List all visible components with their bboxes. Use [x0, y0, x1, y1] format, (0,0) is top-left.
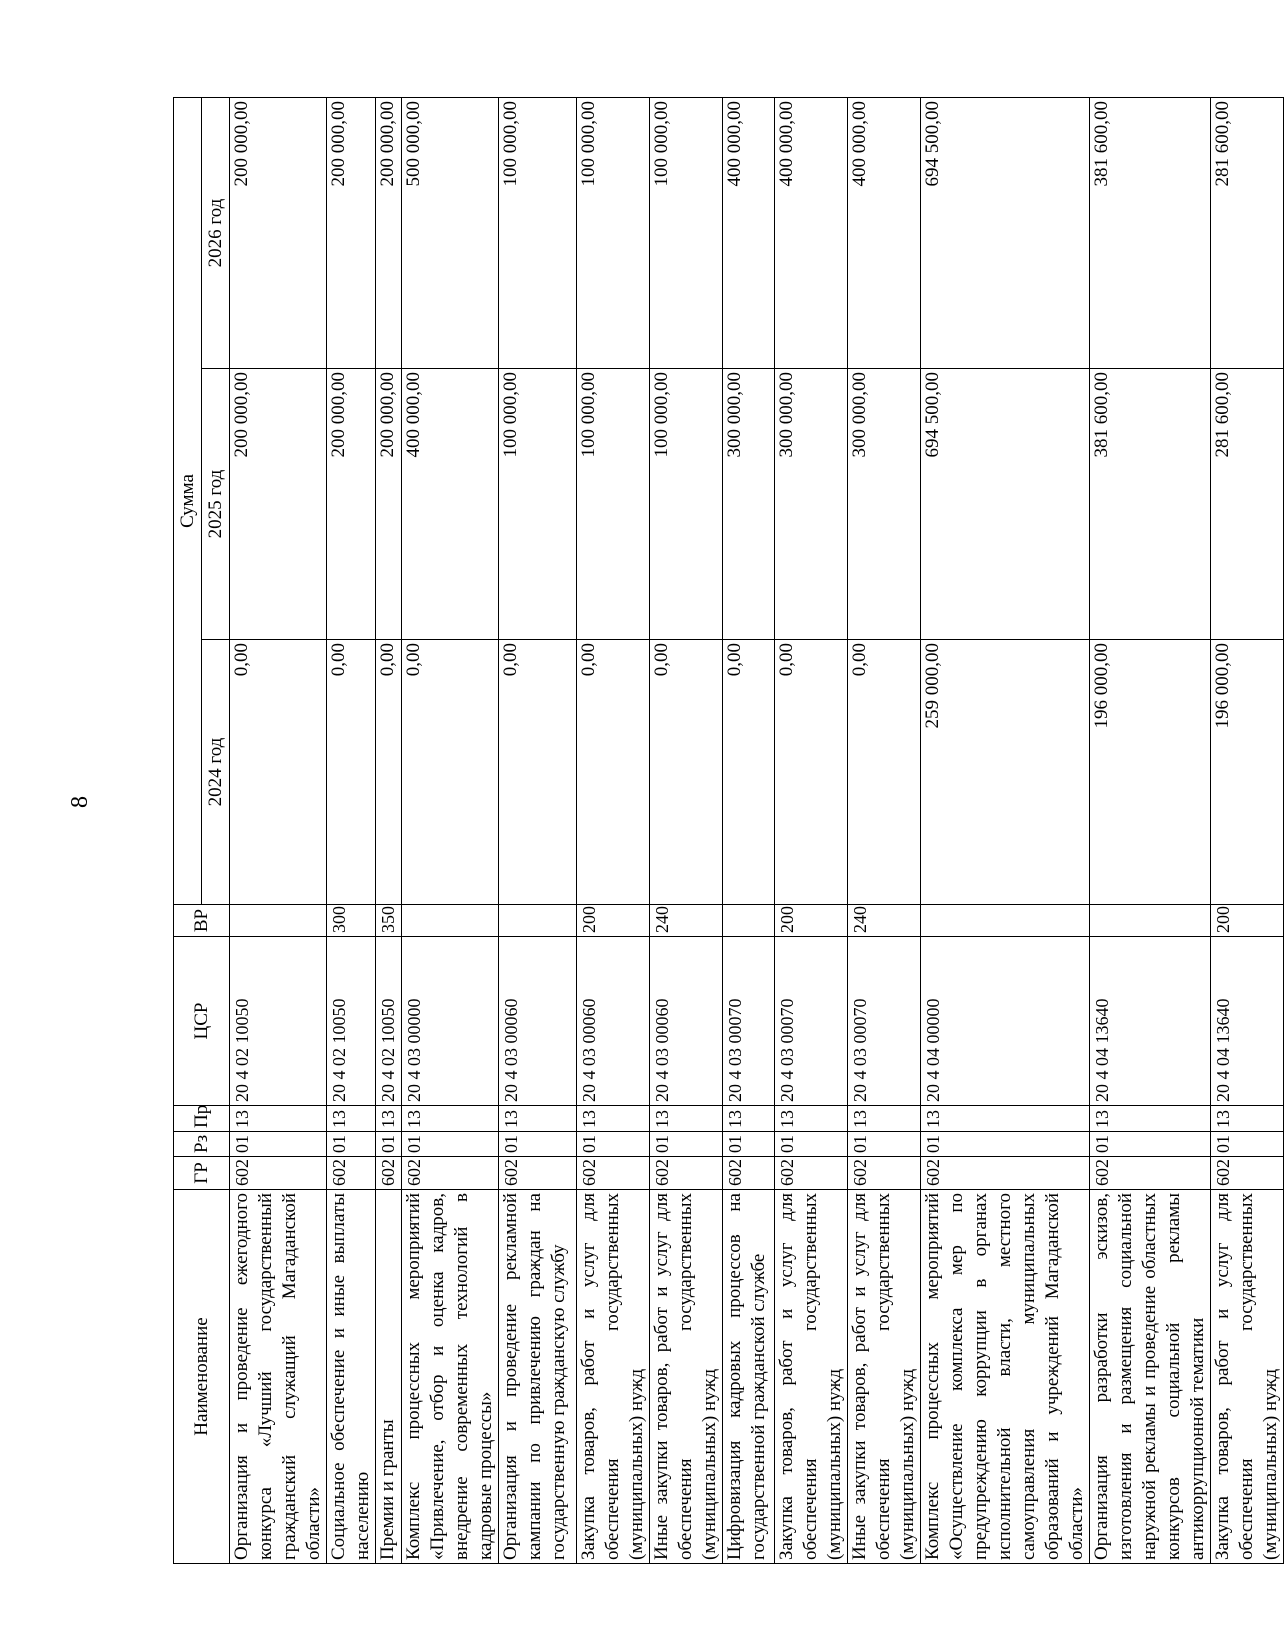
row-vr [230, 905, 327, 937]
row-vr [499, 905, 577, 937]
row-rz: 01 [402, 1132, 499, 1157]
row-pr: 13 [402, 1106, 499, 1132]
row-gr: 602 [499, 1157, 577, 1190]
row-csr: 20 4 03 00070 [775, 937, 848, 1106]
row-gr: 602 [1211, 1157, 1284, 1190]
row-rz: 01 [1211, 1132, 1284, 1157]
row-name: Иные закупки товаров, работ и услуг для обеспечения государственных (муниципальных) нужд [650, 1190, 723, 1564]
row-sum-2025: 200 000,00 [327, 369, 376, 640]
row-sum-2025: 100 000,00 [650, 369, 723, 640]
row-vr [1090, 905, 1211, 937]
row-sum-2026: 400 000,00 [775, 97, 848, 368]
row-rz: 01 [848, 1132, 921, 1157]
row-sum-2026: 100 000,00 [650, 97, 723, 368]
row-sum-2026: 100 000,00 [577, 97, 650, 368]
row-sum-2024: 196 000,00 [1090, 640, 1211, 905]
row-sum-2025: 200 000,00 [376, 369, 402, 640]
row-vr: 200 [1211, 905, 1284, 937]
row-sum-2024: 0,00 [775, 640, 848, 905]
row-pr: 13 [650, 1106, 723, 1132]
row-csr: 20 4 03 00000 [402, 937, 499, 1106]
row-sum-2024: 0,00 [499, 640, 577, 905]
row-rz: 01 [230, 1132, 327, 1157]
table-row [921, 97, 1090, 1563]
table-row [230, 97, 327, 1563]
row-sum-2024: 0,00 [327, 640, 376, 905]
row-pr: 13 [1090, 1106, 1211, 1132]
row-name: Премии и гранты [376, 1190, 402, 1564]
row-csr: 20 4 02 10050 [230, 937, 327, 1106]
row-csr: 20 4 03 00060 [499, 937, 577, 1106]
header-vr: ВР [174, 905, 230, 937]
row-rz: 01 [650, 1132, 723, 1157]
row-sum-2025: 381 600,00 [1090, 369, 1211, 640]
table-row [327, 97, 376, 1563]
header-sum: Сумма [174, 97, 202, 904]
row-sum-2024: 0,00 [650, 640, 723, 905]
row-name: Комплекс процессных мероприятий «Привлечение, отбор и оценка кадров, внедрение современных технологий в кадровые процессы» [402, 1190, 499, 1564]
rotated-table-container [173, 98, 1281, 1564]
row-sum-2026: 200 000,00 [230, 97, 327, 368]
row-sum-2026: 200 000,00 [327, 97, 376, 368]
row-csr: 20 4 02 10050 [376, 937, 402, 1106]
row-sum-2025: 694 500,00 [921, 369, 1090, 640]
header-year-2026: 2026 год [202, 97, 230, 368]
row-name: Цифровизация кадровых процессов на государственной гражданской службе [723, 1190, 775, 1564]
row-name: Организация и проведение рекламной кампании по привлечению граждан на государственную гражданскую службу [499, 1190, 577, 1564]
row-pr: 13 [499, 1106, 577, 1132]
row-csr: 20 4 04 00000 [921, 937, 1090, 1106]
budget-table [173, 97, 1284, 1564]
table-row [402, 97, 499, 1563]
row-sum-2024: 0,00 [848, 640, 921, 905]
row-vr [402, 905, 499, 937]
row-sum-2025: 300 000,00 [723, 369, 775, 640]
row-vr: 240 [848, 905, 921, 937]
table-row [775, 97, 848, 1563]
row-rz: 01 [376, 1132, 402, 1157]
row-vr: 350 [376, 905, 402, 937]
header-rz: Рз [174, 1132, 230, 1157]
row-gr: 602 [402, 1157, 499, 1190]
row-pr: 13 [775, 1106, 848, 1132]
row-rz: 01 [577, 1132, 650, 1157]
table-row [848, 97, 921, 1563]
row-vr [723, 905, 775, 937]
row-sum-2025: 300 000,00 [848, 369, 921, 640]
row-pr: 13 [327, 1106, 376, 1132]
row-sum-2024: 0,00 [577, 640, 650, 905]
row-sum-2026: 200 000,00 [376, 97, 402, 368]
row-csr: 20 4 03 00060 [577, 937, 650, 1106]
row-sum-2024: 0,00 [723, 640, 775, 905]
row-pr: 13 [230, 1106, 327, 1132]
row-sum-2025: 200 000,00 [230, 369, 327, 640]
row-gr: 602 [848, 1157, 921, 1190]
row-name: Организация и проведение ежегодного конкурса «Лучший государственный гражданский служащий Магаданской области» [230, 1190, 327, 1564]
row-sum-2026: 381 600,00 [1090, 97, 1211, 368]
table-row [650, 97, 723, 1563]
row-csr: 20 4 04 13640 [1090, 937, 1211, 1106]
row-sum-2026: 281 600,00 [1211, 97, 1284, 368]
row-gr: 602 [650, 1157, 723, 1190]
header-name: Наименование [174, 1190, 230, 1564]
row-gr: 602 [577, 1157, 650, 1190]
row-sum-2025: 100 000,00 [499, 369, 577, 640]
row-sum-2024: 0,00 [376, 640, 402, 905]
row-csr: 20 4 02 10050 [327, 937, 376, 1106]
row-gr: 602 [327, 1157, 376, 1190]
row-gr: 602 [723, 1157, 775, 1190]
row-csr: 20 4 03 00070 [848, 937, 921, 1106]
row-rz: 01 [1090, 1132, 1211, 1157]
row-name: Организация разработки эскизов, изготовления и размещения социальной наружной рекламы и проведение областных конкурсов социальной рекламы антикоррупционной тематики [1090, 1190, 1211, 1564]
header-csr: ЦСР [174, 937, 230, 1106]
row-rz: 01 [499, 1132, 577, 1157]
row-sum-2024: 0,00 [230, 640, 327, 905]
row-rz: 01 [921, 1132, 1090, 1157]
table-row [577, 97, 650, 1563]
header-gr: ГР [174, 1157, 230, 1190]
row-sum-2026: 100 000,00 [499, 97, 577, 368]
row-rz: 01 [327, 1132, 376, 1157]
row-vr: 300 [327, 905, 376, 937]
row-pr: 13 [848, 1106, 921, 1132]
row-csr: 20 4 03 00060 [650, 937, 723, 1106]
row-rz: 01 [775, 1132, 848, 1157]
row-vr: 200 [775, 905, 848, 937]
row-name: Комплекс процессных мероприятий «Осуществление комплекса мер по предупреждению коррупции в органах исполнительной власти, местного самоуправления муниципальных образований и учреждений Магаданской области» [921, 1190, 1090, 1564]
row-pr: 13 [723, 1106, 775, 1132]
row-sum-2026: 500 000,00 [402, 97, 499, 368]
row-pr: 13 [376, 1106, 402, 1132]
row-gr: 602 [230, 1157, 327, 1190]
table-row [376, 97, 402, 1563]
row-gr: 602 [775, 1157, 848, 1190]
row-gr: 602 [376, 1157, 402, 1190]
row-name: Закупка товаров, работ и услуг для обеспечения государственных (муниципальных) нужд [775, 1190, 848, 1564]
row-pr: 13 [1211, 1106, 1284, 1132]
row-vr: 200 [577, 905, 650, 937]
row-csr: 20 4 03 00070 [723, 937, 775, 1106]
row-csr: 20 4 04 13640 [1211, 937, 1284, 1106]
row-name: Закупка товаров, работ и услуг для обеспечения государственных (муниципальных) нужд [1211, 1190, 1284, 1564]
row-sum-2024: 0,00 [402, 640, 499, 905]
table-row [1090, 97, 1211, 1563]
header-year-2025: 2025 год [202, 369, 230, 640]
row-pr: 13 [921, 1106, 1090, 1132]
page-number: 8 [67, 796, 93, 808]
row-pr: 13 [577, 1106, 650, 1132]
row-sum-2024: 259 000,00 [921, 640, 1090, 905]
row-gr: 602 [921, 1157, 1090, 1190]
row-sum-2025: 300 000,00 [775, 369, 848, 640]
row-sum-2024: 196 000,00 [1211, 640, 1284, 905]
row-sum-2025: 100 000,00 [577, 369, 650, 640]
header-year-2024: 2024 год [202, 640, 230, 905]
row-name: Иные закупки товаров, работ и услуг для обеспечения государственных (муниципальных) нужд [848, 1190, 921, 1564]
row-name: Закупка товаров, работ и услуг для обеспечения государственных (муниципальных) нужд [577, 1190, 650, 1564]
header-pr: Пр [174, 1106, 230, 1132]
row-vr: 240 [650, 905, 723, 937]
row-rz: 01 [723, 1132, 775, 1157]
row-gr: 602 [1090, 1157, 1211, 1190]
row-sum-2026: 400 000,00 [848, 97, 921, 368]
table-row [723, 97, 775, 1563]
row-sum-2026: 400 000,00 [723, 97, 775, 368]
table-row [1211, 97, 1284, 1563]
row-sum-2025: 281 600,00 [1211, 369, 1284, 640]
row-vr [921, 905, 1090, 937]
row-sum-2025: 400 000,00 [402, 369, 499, 640]
table-row [499, 97, 577, 1563]
row-sum-2026: 694 500,00 [921, 97, 1090, 368]
row-name: Социальное обеспечение и иные выплаты населению [327, 1190, 376, 1564]
